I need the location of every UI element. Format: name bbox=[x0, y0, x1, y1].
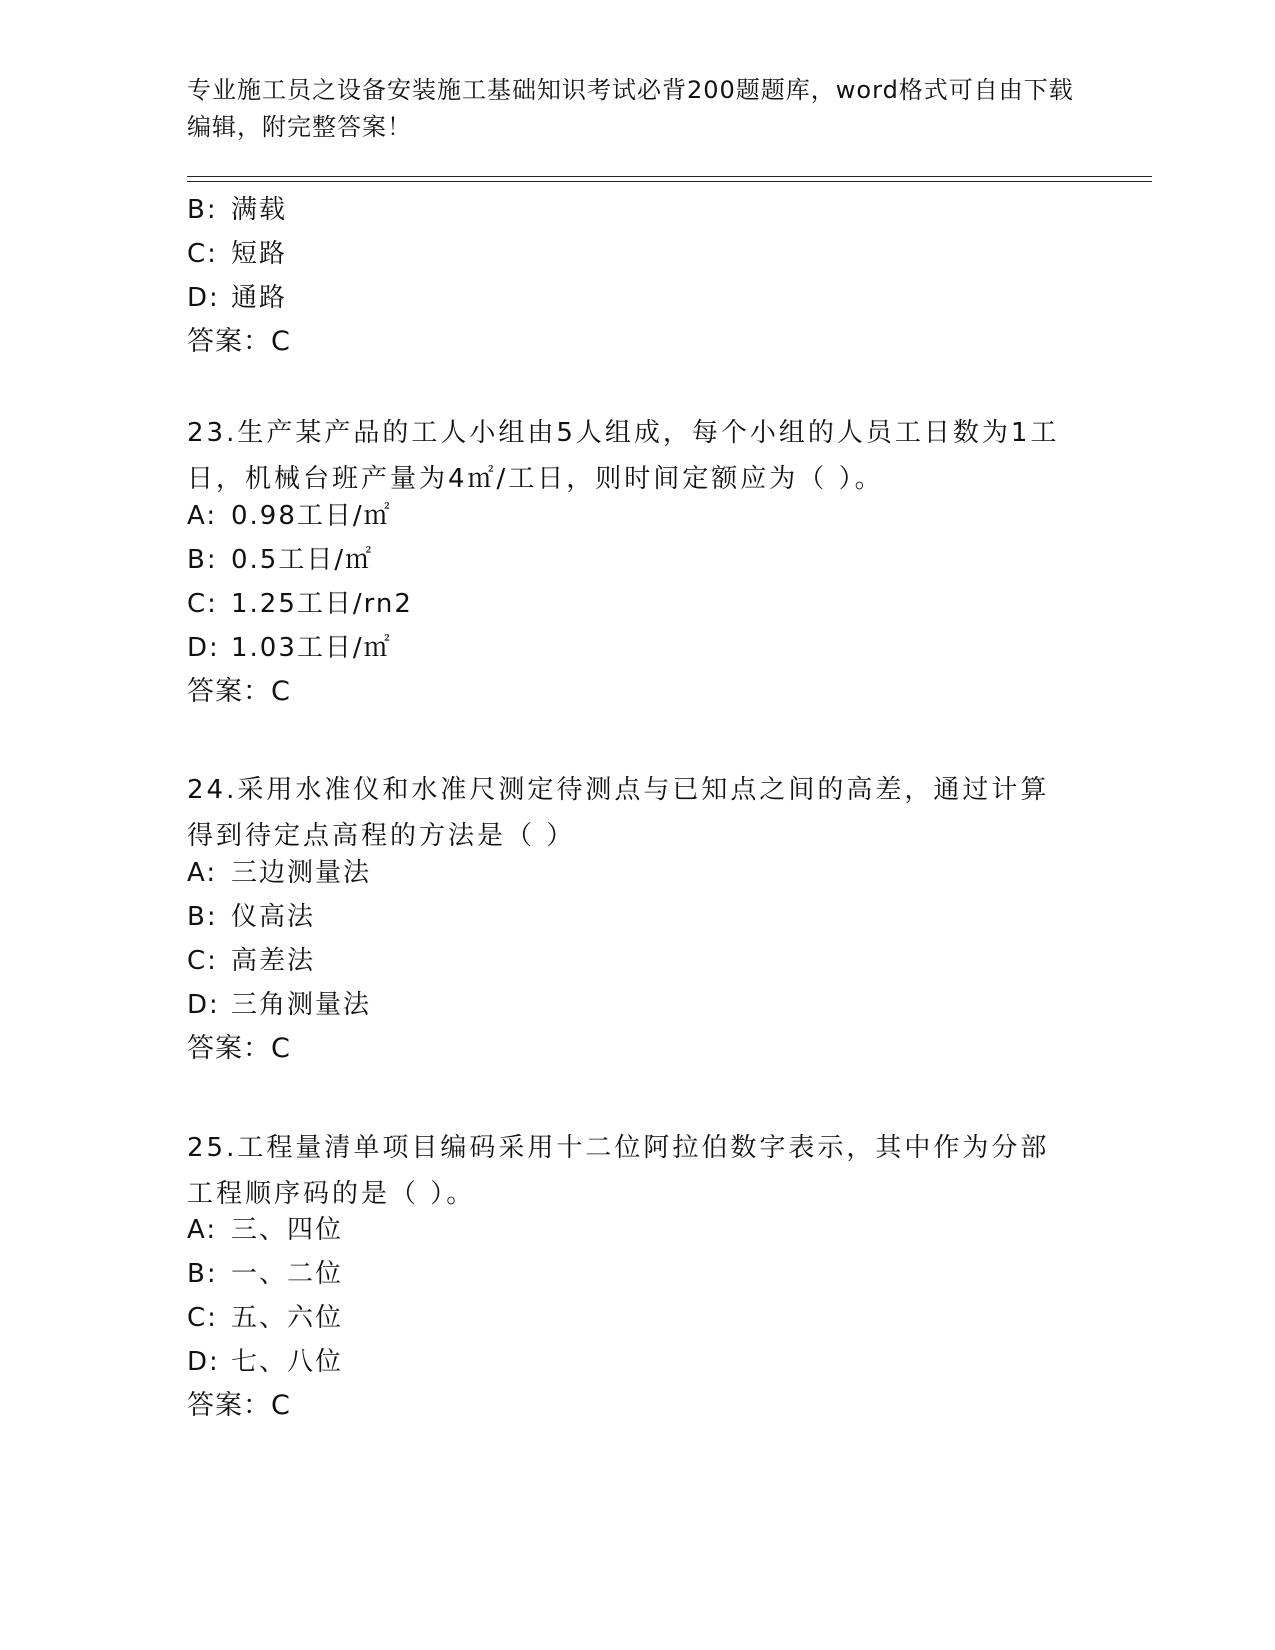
q25-option-c bbox=[187, 1301, 343, 1335]
option-text: 三、四位 bbox=[231, 1215, 344, 1245]
q23-option-c bbox=[187, 587, 413, 621]
document-header: 专业施工员之设备安装施工基础知识考试必背200题题库，word格式可自由下载编辑，附完整答案！ bbox=[187, 76, 1074, 141]
option-label: A: bbox=[187, 858, 218, 888]
option-text: 仪高法 bbox=[231, 902, 316, 932]
option-text: 0.5工日/㎡ bbox=[231, 545, 374, 575]
q24-option-c bbox=[187, 944, 315, 978]
header-divider-bottom bbox=[187, 181, 1152, 182]
q22-option-c bbox=[187, 237, 287, 271]
option-text: 1.03工日/㎡ bbox=[231, 633, 392, 663]
option-text: 七、八位 bbox=[231, 1347, 344, 1377]
option-label: B: bbox=[187, 1259, 218, 1289]
option-text: 1.25工日/rn2 bbox=[231, 589, 413, 619]
option-text: 短路 bbox=[231, 239, 288, 269]
option-label: C: bbox=[187, 946, 218, 976]
option-text: 三边测量法 bbox=[231, 858, 372, 888]
option-text: 一、二位 bbox=[231, 1259, 344, 1289]
q23-text: 23.生产某产品的工人小组由5人组成，每个小组的人员工日数为1工日，机械台班产量为4㎡/工日，则时间定额应为（ ）。 bbox=[187, 418, 1060, 494]
q22-answer: 答案：C bbox=[187, 326, 291, 357]
q25-option-b bbox=[187, 1257, 343, 1291]
option-text: 五、六位 bbox=[231, 1303, 344, 1333]
option-text: 满载 bbox=[231, 195, 288, 225]
option-label: C: bbox=[187, 589, 218, 619]
q24-option-d bbox=[187, 988, 371, 1022]
q23-option-d bbox=[187, 631, 392, 665]
q23-option-b bbox=[187, 543, 373, 577]
option-label: C: bbox=[187, 1303, 218, 1333]
option-label: D: bbox=[187, 1347, 220, 1377]
q22-option-d bbox=[187, 281, 287, 315]
q24-text: 24.采用水准仪和水准尺测定待测点与已知点之间的高差，通过计算得到待定点高程的方法是（ ） bbox=[187, 775, 1050, 851]
q24-answer: 答案：C bbox=[187, 1033, 291, 1064]
option-text: 0.98工日/㎡ bbox=[231, 501, 392, 531]
option-label: B: bbox=[187, 902, 218, 932]
option-label: A: bbox=[187, 501, 218, 531]
option-label: C: bbox=[187, 239, 218, 269]
q25-answer: 答案：C bbox=[187, 1390, 291, 1421]
option-label: D: bbox=[187, 633, 220, 663]
option-label: B: bbox=[187, 545, 218, 575]
q25-option-d bbox=[187, 1345, 343, 1379]
option-label: A: bbox=[187, 1215, 218, 1245]
option-text: 通路 bbox=[231, 283, 288, 313]
option-label: D: bbox=[187, 990, 220, 1020]
option-label: D: bbox=[187, 283, 220, 313]
q22-option-b bbox=[187, 193, 287, 227]
q24-option-b bbox=[187, 900, 315, 934]
q23-option-a bbox=[187, 499, 392, 533]
q23-answer: 答案：C bbox=[187, 676, 291, 707]
q25-option-a bbox=[187, 1213, 343, 1247]
option-text: 高差法 bbox=[231, 946, 316, 976]
option-label: B: bbox=[187, 195, 218, 225]
option-text: 三角测量法 bbox=[231, 990, 372, 1020]
q25-text: 25.工程量清单项目编码采用十二位阿拉伯数字表示，其中作为分部工程顺序码的是（ ）。 bbox=[187, 1133, 1050, 1209]
q24-option-a bbox=[187, 856, 371, 890]
header-divider-top bbox=[187, 176, 1152, 177]
